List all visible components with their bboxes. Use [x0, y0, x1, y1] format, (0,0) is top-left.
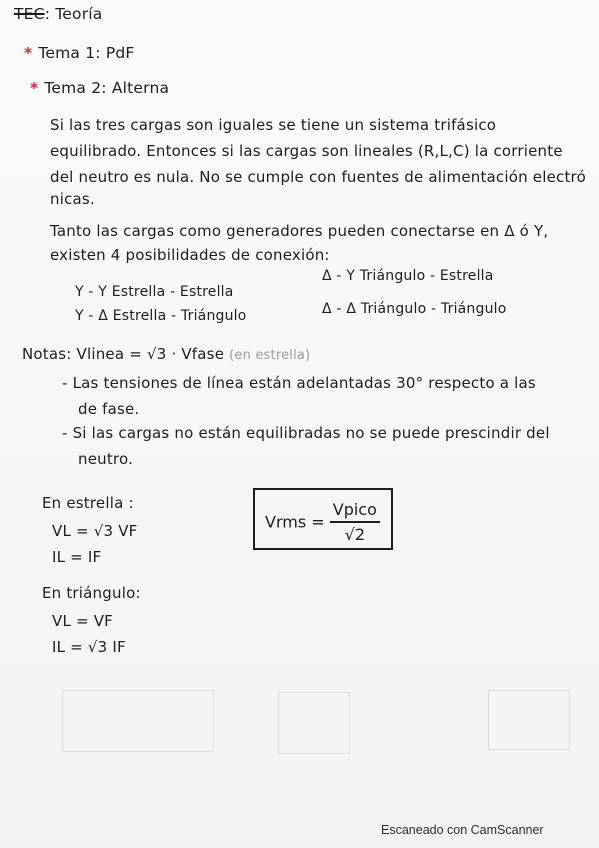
notes-formula: Vlinea = √3 · Vfase — [76, 345, 225, 363]
star-title: En estrella : — [42, 494, 134, 512]
connection-item: Y - Δ Estrella - Triángulo — [75, 308, 247, 324]
notes-bullet: de fase. — [78, 400, 140, 418]
rms-fraction — [330, 500, 380, 544]
bleed-through-circuit — [488, 690, 570, 750]
notes-bullet: - Si las cargas no están equilibradas no se puede prescindir del — [62, 424, 550, 442]
connection-item: Δ - Δ Triángulo - Triángulo — [322, 301, 507, 317]
rms-formula-box — [253, 488, 393, 550]
star-eq-voltage: VL = √3 VF — [52, 522, 138, 540]
delta-title: En triángulo: — [42, 584, 141, 602]
connection-line: Tanto las cargas como generadores pueden conectarse en Δ ó Y, — [50, 222, 549, 240]
camscanner-watermark: Escaneado con CamScanner — [381, 823, 544, 837]
header-prefix: TEC — [14, 5, 45, 23]
star-eq-current: IL = IF — [52, 548, 102, 566]
asterisk-icon: * — [24, 44, 33, 62]
topic-1 — [24, 44, 135, 62]
header — [14, 5, 102, 23]
rms-denominator: √2 — [344, 525, 365, 544]
delta-eq-voltage: VL = VF — [52, 612, 114, 630]
rms-lhs: Vrms = — [265, 512, 325, 532]
connection-item: Y - Y Estrella - Estrella — [75, 284, 234, 300]
connection-line: existen 4 posibilidades de conexión: — [50, 246, 330, 264]
topic-1-label: Tema 1: PdF — [38, 44, 135, 62]
topic-2-label: Tema 2: Alterna — [44, 79, 170, 97]
rms-numerator: Vpico — [330, 500, 380, 523]
bleed-through-circuit — [278, 692, 350, 754]
delta-eq-current: IL = √3 IF — [52, 638, 126, 656]
notes-formula-note: (en estrella) — [229, 348, 311, 363]
intro-line: equilibrado. Entonces si las cargas son lineales (R,L,C) la corriente — [50, 142, 563, 160]
intro-line: nicas. — [50, 190, 95, 208]
connection-item: Δ - Y Triángulo - Estrella — [322, 268, 494, 284]
header-title: : Teoría — [44, 5, 103, 23]
notes-bullet: - Las tensiones de línea están adelantadas 30° respecto a las — [62, 374, 536, 392]
notes-bullet: neutro. — [78, 450, 134, 468]
notes-line — [22, 345, 310, 363]
topic-2 — [30, 79, 169, 97]
bleed-through-circuit — [62, 690, 214, 752]
intro-line: Si las tres cargas son iguales se tiene un sistema trifásico — [50, 116, 497, 134]
intro-line: del neutro es nula. No se cumple con fuentes de alimentación electró — [50, 168, 586, 186]
asterisk-icon: * — [30, 79, 39, 97]
notes-label: Notas: — [22, 345, 72, 363]
